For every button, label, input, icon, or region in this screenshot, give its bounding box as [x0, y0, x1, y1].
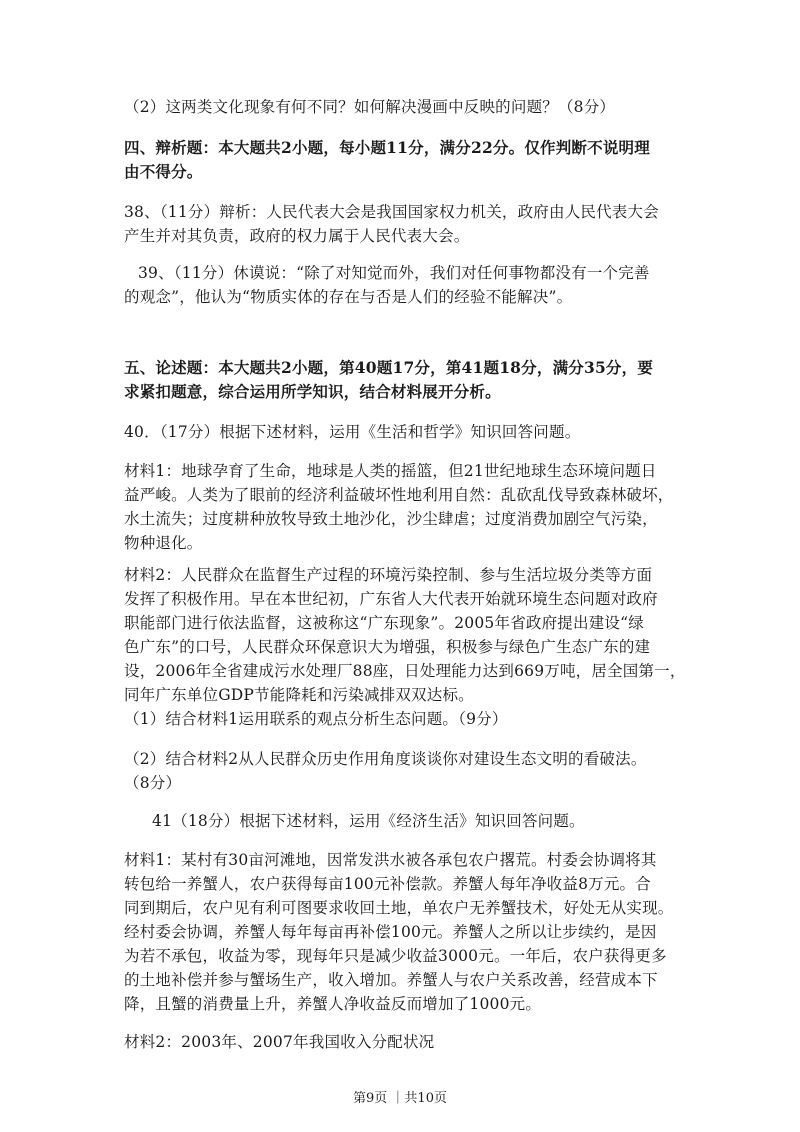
- material-line: 同年广东单位GDP节能降耗和污染减排双双达标。: [124, 686, 474, 704]
- material-line: 益严峻。人类为了眼前的经济利益破坏性地利用自然：乱砍乱伐导致森林破坏，: [124, 486, 674, 504]
- section-5-heading: [124, 356, 653, 404]
- question-38-line: 产生并对其负责，政府的权力属于人民代表大会。: [124, 227, 470, 245]
- page-footer: 第9页 ｜共10页: [353, 1091, 447, 1106]
- material-line: 降，且蟹的消费量上升，养蟹人净收益反而增加了1000元。: [124, 995, 542, 1013]
- question-40-part-2-line: （2）结合材料2从人民群众历史作用角度谈谈你对建设生态文明的看破法。: [124, 750, 647, 768]
- material-line: 材料1：某村有30亩河滩地，因常发洪水被各承包农户撂荒。村委会协调将其: [124, 851, 657, 869]
- section-4-heading-line: 由不得分。: [124, 162, 203, 181]
- material-line: 经村委会协调，养蟹人每年每亩再补偿100元。养蟹人之所以让步续约，是因: [124, 923, 657, 941]
- question-37-part-2: （2）这两类文化现象有何不同？如何解决漫画中反映的问题？（8分）: [124, 98, 616, 116]
- material-line: 水土流失；过度耕种放牧导致土地沙化，沙尘肆虐；过度消费加剧空气污染，: [124, 510, 658, 528]
- material-line: 色广东”的口号，人民群众环保意识大为增强，积极参与绿色广生态广东的建: [124, 638, 651, 656]
- question-41-material-1: [124, 848, 674, 1016]
- question-40-part-1: （1）结合材料1运用联系的观点分析生态问题。（9分）: [124, 710, 508, 728]
- material-line: 转包给一养蟹人，农户获得每亩100元补偿款。养蟹人每年净收益8万元。合: [124, 875, 651, 893]
- question-38: [124, 200, 659, 248]
- material-line: 材料1：地球孕育了生命，地球是人类的摇篮，但21世纪地球生态环境问题日: [124, 462, 657, 480]
- question-41: 41（18分）根据下述材料，运用《经济生活》知识回答问题。: [152, 812, 585, 830]
- question-40-material-2: [124, 563, 686, 707]
- question-39-line: 39、（11分）休谟说：“除了对知觉而外，我们对任何事物都没有一个完善: [138, 264, 650, 282]
- material-line: 同到期后，农户见有利可图要求收回土地，单农户无养蟹技术，好处无从实现。: [124, 899, 674, 917]
- question-38-line: 38、（11分）辩析：人民代表大会是我国国家权力机关，政府由人民代表大会: [124, 203, 659, 221]
- question-39: [124, 261, 650, 309]
- material-line: 为若不承包，收益为零，现每年只是减少收益3000元。一年后，农户获得更多: [124, 947, 667, 965]
- material-line: 发挥了积极作用。早在本世纪初，广东省人大代表开始就环境生态问题对政府: [124, 590, 658, 608]
- section-4-heading-line: 四、辩析题：本大题共2小题，每小题11分，满分22分。仅作判断不说明理: [124, 138, 650, 157]
- question-40-part-2: [124, 747, 647, 795]
- material-line: 的土地补偿并参与蟹场生产，收入增加。养蟹人与农户关系改善，经营成本下: [124, 971, 658, 989]
- question-39-line: 的观念”，他认为“物质实体的存在与否是人们的经验不能解决”。: [124, 288, 573, 306]
- material-line: 设，2006年全省建成污水处理厂88座，日处理能力达到669万吨，居全国第一，: [124, 662, 686, 680]
- question-40: 40．（17分）根据下述材料，运用《生活和哲学》知识回答问题。: [124, 423, 581, 441]
- material-line: 物种退化。: [124, 534, 203, 552]
- section-5-heading-line: 求紧扣题意，综合运用所学知识，结合材料展开分析。: [124, 382, 501, 401]
- material-line: 材料2：人民群众在监督生产过程的环境污染控制、参与生活垃圾分类等方面: [124, 566, 653, 584]
- section-5-heading-line: 五、论述题：本大题共2小题，第40题17分，第41题18分，满分35分，要: [124, 358, 654, 377]
- section-4-heading: [124, 136, 650, 184]
- question-40-part-2-line: （8分）: [124, 774, 182, 792]
- question-41-material-2: 材料2：2003年、2007年我国收入分配状况: [124, 1033, 435, 1051]
- question-40-material-1: [124, 459, 674, 555]
- material-line: 职能部门进行依法监督，这被称这“广东现象”。2005年省政府提出建设“绿: [124, 614, 644, 632]
